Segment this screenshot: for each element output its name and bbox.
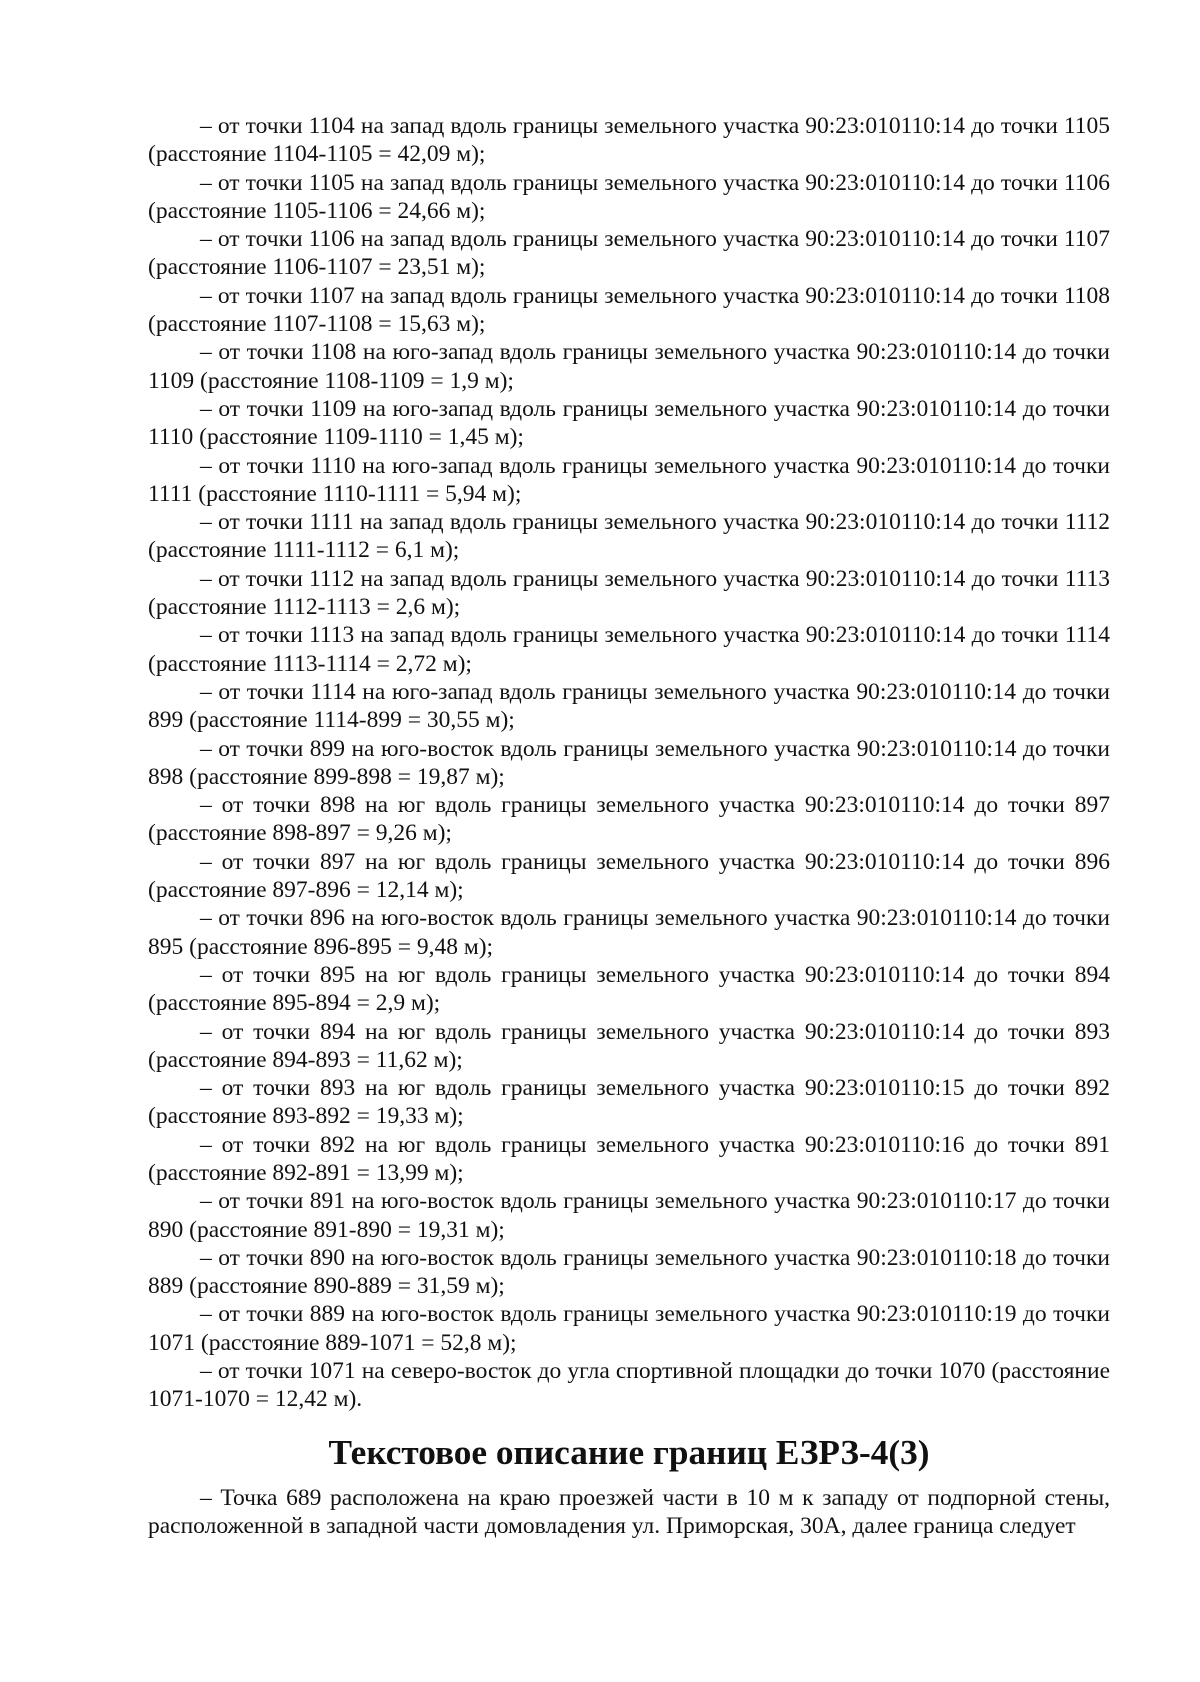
boundary-paragraph: – от точки 891 на юго-восток вдоль границы земельного участка 90:23:010110:17 до точки 890 (расстояние 891-890 = 19,31 м); bbox=[148, 1188, 1110, 1243]
boundary-paragraph: – от точки 890 на юго-восток вдоль границы земельного участка 90:23:010110:18 до точки 889 (расстояние 890-889 = 31,59 м); bbox=[148, 1244, 1110, 1300]
boundary-paragraph: – от точки 1108 на юго-запад вдоль границы земельного участка 90:23:010110:14 до точки 1109 (расстояние 1108-1109 = 1,9 м); bbox=[148, 339, 1110, 394]
document-body bbox=[148, 112, 1110, 1541]
section-heading: Текстовое описание границ ЕЗРЗ-4(3) bbox=[328, 1432, 930, 1472]
boundary-paragraph: – от точки 1114 на юго-запад вдоль границы земельного участка 90:23:010110:14 до точки 899 (расстояние 1114-899 = 30,55 м); bbox=[148, 678, 1110, 734]
boundary-paragraph: – от точки 1111 на запад вдоль границы земельного участка 90:23:010110:14 до точки 1112 (расстояние 1111-1112 = 6,1 м); bbox=[148, 509, 1110, 564]
boundary-paragraph: – от точки 892 на юг вдоль границы земельного участка 90:23:010110:16 до точки 891 (расстояние 892-891 = 13,99 м); bbox=[148, 1131, 1110, 1186]
final-paragraph: – Точка 689 расположена на краю проезжей части в 10 м к западу от подпорной стены, расположенной в западной части домовладения ул. Приморская, 30А, далее граница следует bbox=[148, 1484, 1110, 1540]
boundary-paragraph: – от точки 1104 на запад вдоль границы земельного участка 90:23:010110:14 до точки 1105 (расстояние 1104-1105 = 42,09 м); bbox=[148, 113, 1110, 168]
boundary-paragraph: – от точки 1105 на запад вдоль границы земельного участка 90:23:010110:14 до точки 1106 (расстояние 1105-1106 = 24,66 м); bbox=[148, 169, 1110, 224]
boundary-paragraph: – от точки 1106 на запад вдоль границы земельного участка 90:23:010110:14 до точки 1107 (расстояние 1106-1107 = 23,51 м); bbox=[148, 226, 1110, 281]
boundary-paragraph: – от точки 893 на юг вдоль границы земельного участка 90:23:010110:15 до точки 892 (расстояние 893-892 = 19,33 м); bbox=[148, 1075, 1110, 1130]
boundary-paragraph: – от точки 898 на юг вдоль границы земельного участка 90:23:010110:14 до точки 897 (расстояние 898-897 = 9,26 м); bbox=[148, 792, 1110, 847]
boundary-paragraph: – от точки 899 на юго-восток вдоль границы земельного участка 90:23:010110:14 до точки 898 (расстояние 899-898 = 19,87 м); bbox=[148, 735, 1110, 790]
boundary-paragraph: – от точки 1107 на запад вдоль границы земельного участка 90:23:010110:14 до точки 1108 (расстояние 1107-1108 = 15,63 м); bbox=[148, 282, 1110, 338]
boundary-paragraph: – от точки 896 на юго-восток вдоль границы земельного участка 90:23:010110:14 до точки 895 (расстояние 896-895 = 9,48 м); bbox=[148, 905, 1110, 960]
boundary-paragraph: – от точки 889 на юго-восток вдоль границы земельного участка 90:23:010110:19 до точки 1071 (расстояние 889-1071 = 52,8 м); bbox=[148, 1301, 1110, 1356]
boundary-paragraph: – от точки 1110 на юго-запад вдоль границы земельного участка 90:23:010110:14 до точки 1111 (расстояние 1110-1111 = 5,94 м); bbox=[148, 452, 1110, 507]
boundary-paragraph: – от точки 895 на юг вдоль границы земельного участка 90:23:010110:14 до точки 894 (расстояние 895-894 = 2,9 м); bbox=[148, 961, 1110, 1017]
boundary-paragraph: – от точки 894 на юг вдоль границы земельного участка 90:23:010110:14 до точки 893 (расстояние 894-893 = 11,62 м); bbox=[148, 1018, 1110, 1073]
boundary-paragraph: – от точки 1109 на юго-запад вдоль границы земельного участка 90:23:010110:14 до точки 1110 (расстояние 1109-1110 = 1,45 м); bbox=[148, 395, 1110, 451]
boundary-paragraph: – от точки 897 на юг вдоль границы земельного участка 90:23:010110:14 до точки 896 (расстояние 897-896 = 12,14 м); bbox=[148, 848, 1110, 904]
boundary-paragraph: – от точки 1112 на запад вдоль границы земельного участка 90:23:010110:14 до точки 1113 (расстояние 1112-1113 = 2,6 м); bbox=[148, 565, 1110, 621]
boundary-paragraph: – от точки 1113 на запад вдоль границы земельного участка 90:23:010110:14 до точки 1114 (расстояние 1113-1114 = 2,72 м); bbox=[148, 622, 1110, 677]
boundary-paragraph: – от точки 1071 на северо-восток до угла спортивной площадки до точки 1070 (расстояние 1071-1070 = 12,42 м). bbox=[148, 1358, 1110, 1413]
